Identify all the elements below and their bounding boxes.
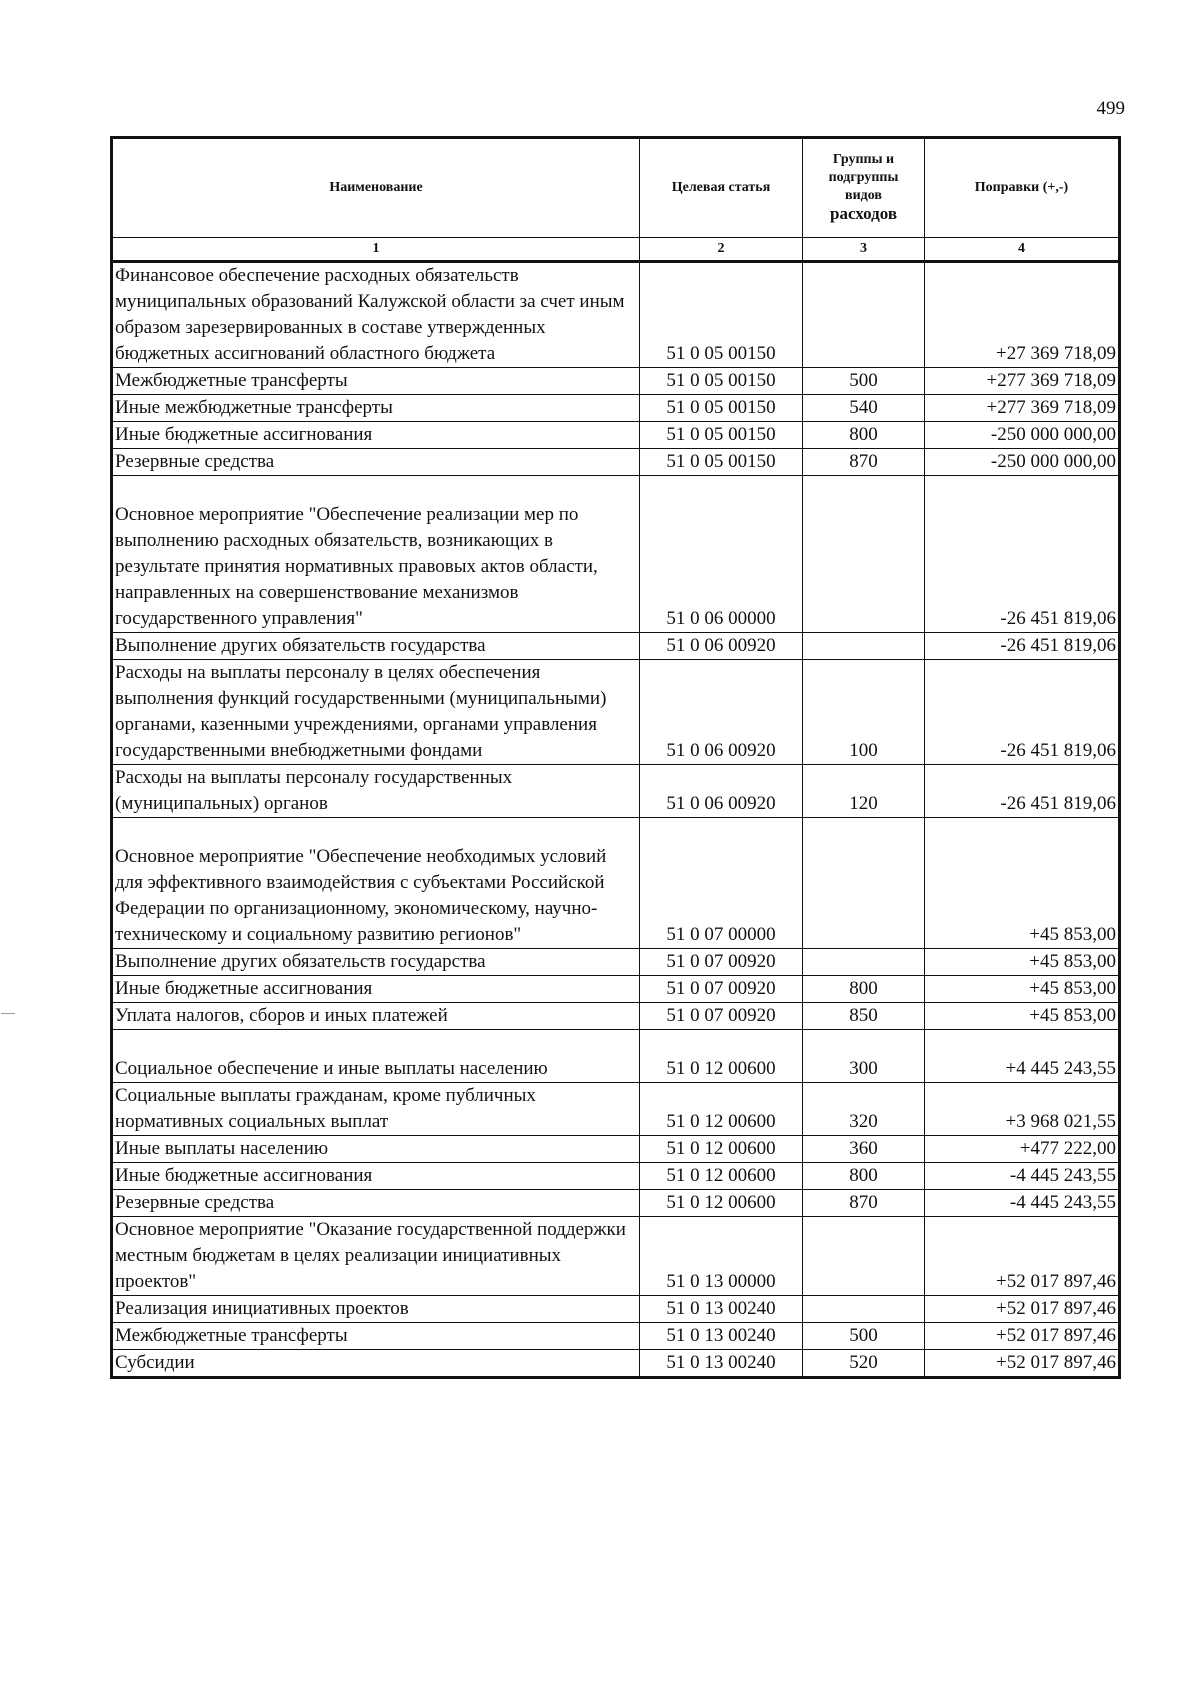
- row-name: Расходы на выплаты персоналу в целях обеспечения выполнения функций государственными (муниципальными) органами, казенными учреждениями, органами управления государственными внебюджетными фондами: [112, 660, 640, 765]
- row-name-cell: [112, 818, 640, 949]
- row-target-code: 51 0 13 00000: [640, 1217, 803, 1296]
- row-group: 870: [803, 449, 925, 476]
- row-amount: +52 017 897,46: [925, 1217, 1120, 1296]
- row-name: Иные межбюджетные трансферты: [112, 395, 640, 422]
- row-target-code: 51 0 07 00000: [640, 818, 803, 949]
- table-row: [112, 1003, 1120, 1030]
- row-target-code: 51 0 12 00600: [640, 1136, 803, 1163]
- row-name: Выполнение других обязательств государства: [112, 949, 640, 976]
- row-group: 800: [803, 422, 925, 449]
- row-target-code: 51 0 12 00600: [640, 1163, 803, 1190]
- row-amount: -250 000 000,00: [925, 422, 1120, 449]
- table-row: [112, 949, 1120, 976]
- row-group: 800: [803, 1163, 925, 1190]
- row-target-code: 51 0 05 00150: [640, 422, 803, 449]
- row-amount: -26 451 819,06: [925, 476, 1120, 633]
- row-name: Основное мероприятие "Обеспечение реализации мер по выполнению расходных обязательств, возникающих в результате принятия нормативных правовых актов области, направленных на совершенствование механизмов государственного управления": [115, 504, 598, 629]
- row-group: [803, 476, 925, 633]
- row-target-code: 51 0 07 00920: [640, 1003, 803, 1030]
- row-target-code: 51 0 13 00240: [640, 1350, 803, 1378]
- row-amount: +45 853,00: [925, 818, 1120, 949]
- row-target-code: 51 0 05 00150: [640, 368, 803, 395]
- table-header-row: [112, 138, 1120, 238]
- header-name: Наименование: [112, 138, 640, 238]
- row-target-code: 51 0 13 00240: [640, 1323, 803, 1350]
- row-group: 320: [803, 1083, 925, 1136]
- table-row: [112, 368, 1120, 395]
- row-target-code: 51 0 12 00600: [640, 1190, 803, 1217]
- table-row: [112, 262, 1120, 368]
- row-amount: +477 222,00: [925, 1136, 1120, 1163]
- row-target-code: 51 0 06 00000: [640, 476, 803, 633]
- row-group: [803, 818, 925, 949]
- row-target-code: 51 0 07 00920: [640, 976, 803, 1003]
- row-name: Межбюджетные трансферты: [112, 1323, 640, 1350]
- row-amount: -250 000 000,00: [925, 449, 1120, 476]
- row-amount: +4 445 243,55: [925, 1030, 1120, 1083]
- table-row: [112, 1190, 1120, 1217]
- row-group: 100: [803, 660, 925, 765]
- row-name: Уплата налогов, сборов и иных платежей: [112, 1003, 640, 1030]
- row-target-code: 51 0 06 00920: [640, 765, 803, 818]
- row-amount: -26 451 819,06: [925, 765, 1120, 818]
- row-name: Выполнение других обязательств государства: [112, 633, 640, 660]
- row-amount: +277 369 718,09: [925, 368, 1120, 395]
- row-amount: +27 369 718,09: [925, 262, 1120, 368]
- row-group: [803, 949, 925, 976]
- header-group-line2: подгруппы: [828, 170, 899, 185]
- table-row: [112, 765, 1120, 818]
- budget-amendments-table: [110, 136, 1121, 1379]
- column-number: 4: [925, 238, 1120, 262]
- row-name: Социальное обеспечение и иные выплаты населению: [115, 1058, 548, 1079]
- row-name-cell: [112, 1030, 640, 1083]
- row-name: Субсидии: [112, 1350, 640, 1378]
- column-number-row: [112, 238, 1120, 262]
- row-group: 300: [803, 1030, 925, 1083]
- table-row: [112, 818, 1120, 949]
- row-name-cell: [112, 476, 640, 633]
- row-amount: +52 017 897,46: [925, 1350, 1120, 1378]
- row-amount: +45 853,00: [925, 1003, 1120, 1030]
- row-target-code: 51 0 13 00240: [640, 1296, 803, 1323]
- row-group: 800: [803, 976, 925, 1003]
- row-target-code: 51 0 06 00920: [640, 660, 803, 765]
- row-group: [803, 1217, 925, 1296]
- table-row: [112, 1136, 1120, 1163]
- row-amount: +277 369 718,09: [925, 395, 1120, 422]
- row-name: Резервные средства: [112, 449, 640, 476]
- row-amount: +45 853,00: [925, 949, 1120, 976]
- row-target-code: 51 0 05 00150: [640, 262, 803, 368]
- page-number: 499: [1096, 98, 1125, 119]
- row-amount: -26 451 819,06: [925, 633, 1120, 660]
- row-amount: +52 017 897,46: [925, 1323, 1120, 1350]
- row-name: Иные бюджетные ассигнования: [112, 976, 640, 1003]
- table-row: [112, 1083, 1120, 1136]
- column-number: 2: [640, 238, 803, 262]
- header-target-article: Целевая статья: [640, 138, 803, 238]
- table-row: [112, 1217, 1120, 1296]
- row-group: 360: [803, 1136, 925, 1163]
- column-number: 1: [112, 238, 640, 262]
- column-number: 3: [803, 238, 925, 262]
- row-name: Иные бюджетные ассигнования: [112, 1163, 640, 1190]
- table-row: [112, 1323, 1120, 1350]
- table-row: [112, 422, 1120, 449]
- table-row: [112, 1296, 1120, 1323]
- table-row: [112, 633, 1120, 660]
- row-group: 850: [803, 1003, 925, 1030]
- row-amount: -4 445 243,55: [925, 1163, 1120, 1190]
- table-row: [112, 1030, 1120, 1083]
- row-group: 870: [803, 1190, 925, 1217]
- row-amount: -4 445 243,55: [925, 1190, 1120, 1217]
- row-target-code: 51 0 07 00920: [640, 949, 803, 976]
- row-name: Иные бюджетные ассигнования: [112, 422, 640, 449]
- row-name: Расходы на выплаты персоналу государственных (муниципальных) органов: [112, 765, 640, 818]
- row-group: [803, 262, 925, 368]
- header-group-line3: видов: [845, 188, 882, 203]
- table-row: [112, 1163, 1120, 1190]
- row-target-code: 51 0 12 00600: [640, 1030, 803, 1083]
- table-row: [112, 395, 1120, 422]
- row-name: Основное мероприятие "Оказание государственной поддержки местным бюджетам в целях реализации инициативных проектов": [112, 1217, 640, 1296]
- row-group: 540: [803, 395, 925, 422]
- row-amount: -26 451 819,06: [925, 660, 1120, 765]
- table-row: [112, 660, 1120, 765]
- table-row: [112, 476, 1120, 633]
- row-name: Реализация инициативных проектов: [112, 1296, 640, 1323]
- table-row: [112, 449, 1120, 476]
- row-amount: +3 968 021,55: [925, 1083, 1120, 1136]
- row-group: 500: [803, 1323, 925, 1350]
- row-target-code: 51 0 05 00150: [640, 395, 803, 422]
- header-group-line1: Группы и: [832, 152, 895, 167]
- row-name: Финансовое обеспечение расходных обязательств муниципальных образований Калужской области за счет иным образом зарезервированных в составе утвержденных бюджетных ассигнований областного бюджета: [112, 262, 640, 368]
- row-target-code: 51 0 12 00600: [640, 1083, 803, 1136]
- row-group: 500: [803, 368, 925, 395]
- row-name: Основное мероприятие "Обеспечение необходимых условий для эффективного взаимодействия с субъектами Российской Федерации по организационному, экономическому, научно-техническому и социальному развитию регионов": [115, 846, 607, 945]
- row-group: [803, 633, 925, 660]
- row-name: Иные выплаты населению: [112, 1136, 640, 1163]
- row-group: 520: [803, 1350, 925, 1378]
- table-row: [112, 976, 1120, 1003]
- row-name: Резервные средства: [112, 1190, 640, 1217]
- row-name: Межбюджетные трансферты: [112, 368, 640, 395]
- row-name: Социальные выплаты гражданам, кроме публичных нормативных социальных выплат: [112, 1083, 640, 1136]
- row-target-code: 51 0 06 00920: [640, 633, 803, 660]
- row-group: 120: [803, 765, 925, 818]
- header-amendments: Поправки (+,-): [925, 138, 1120, 238]
- header-group-line4: расходов: [830, 204, 897, 223]
- margin-mark: [1, 1013, 15, 1014]
- row-group: [803, 1296, 925, 1323]
- row-amount: +45 853,00: [925, 976, 1120, 1003]
- row-amount: +52 017 897,46: [925, 1296, 1120, 1323]
- table-row: [112, 1350, 1120, 1378]
- row-target-code: 51 0 05 00150: [640, 449, 803, 476]
- header-expense-groups: [803, 138, 925, 238]
